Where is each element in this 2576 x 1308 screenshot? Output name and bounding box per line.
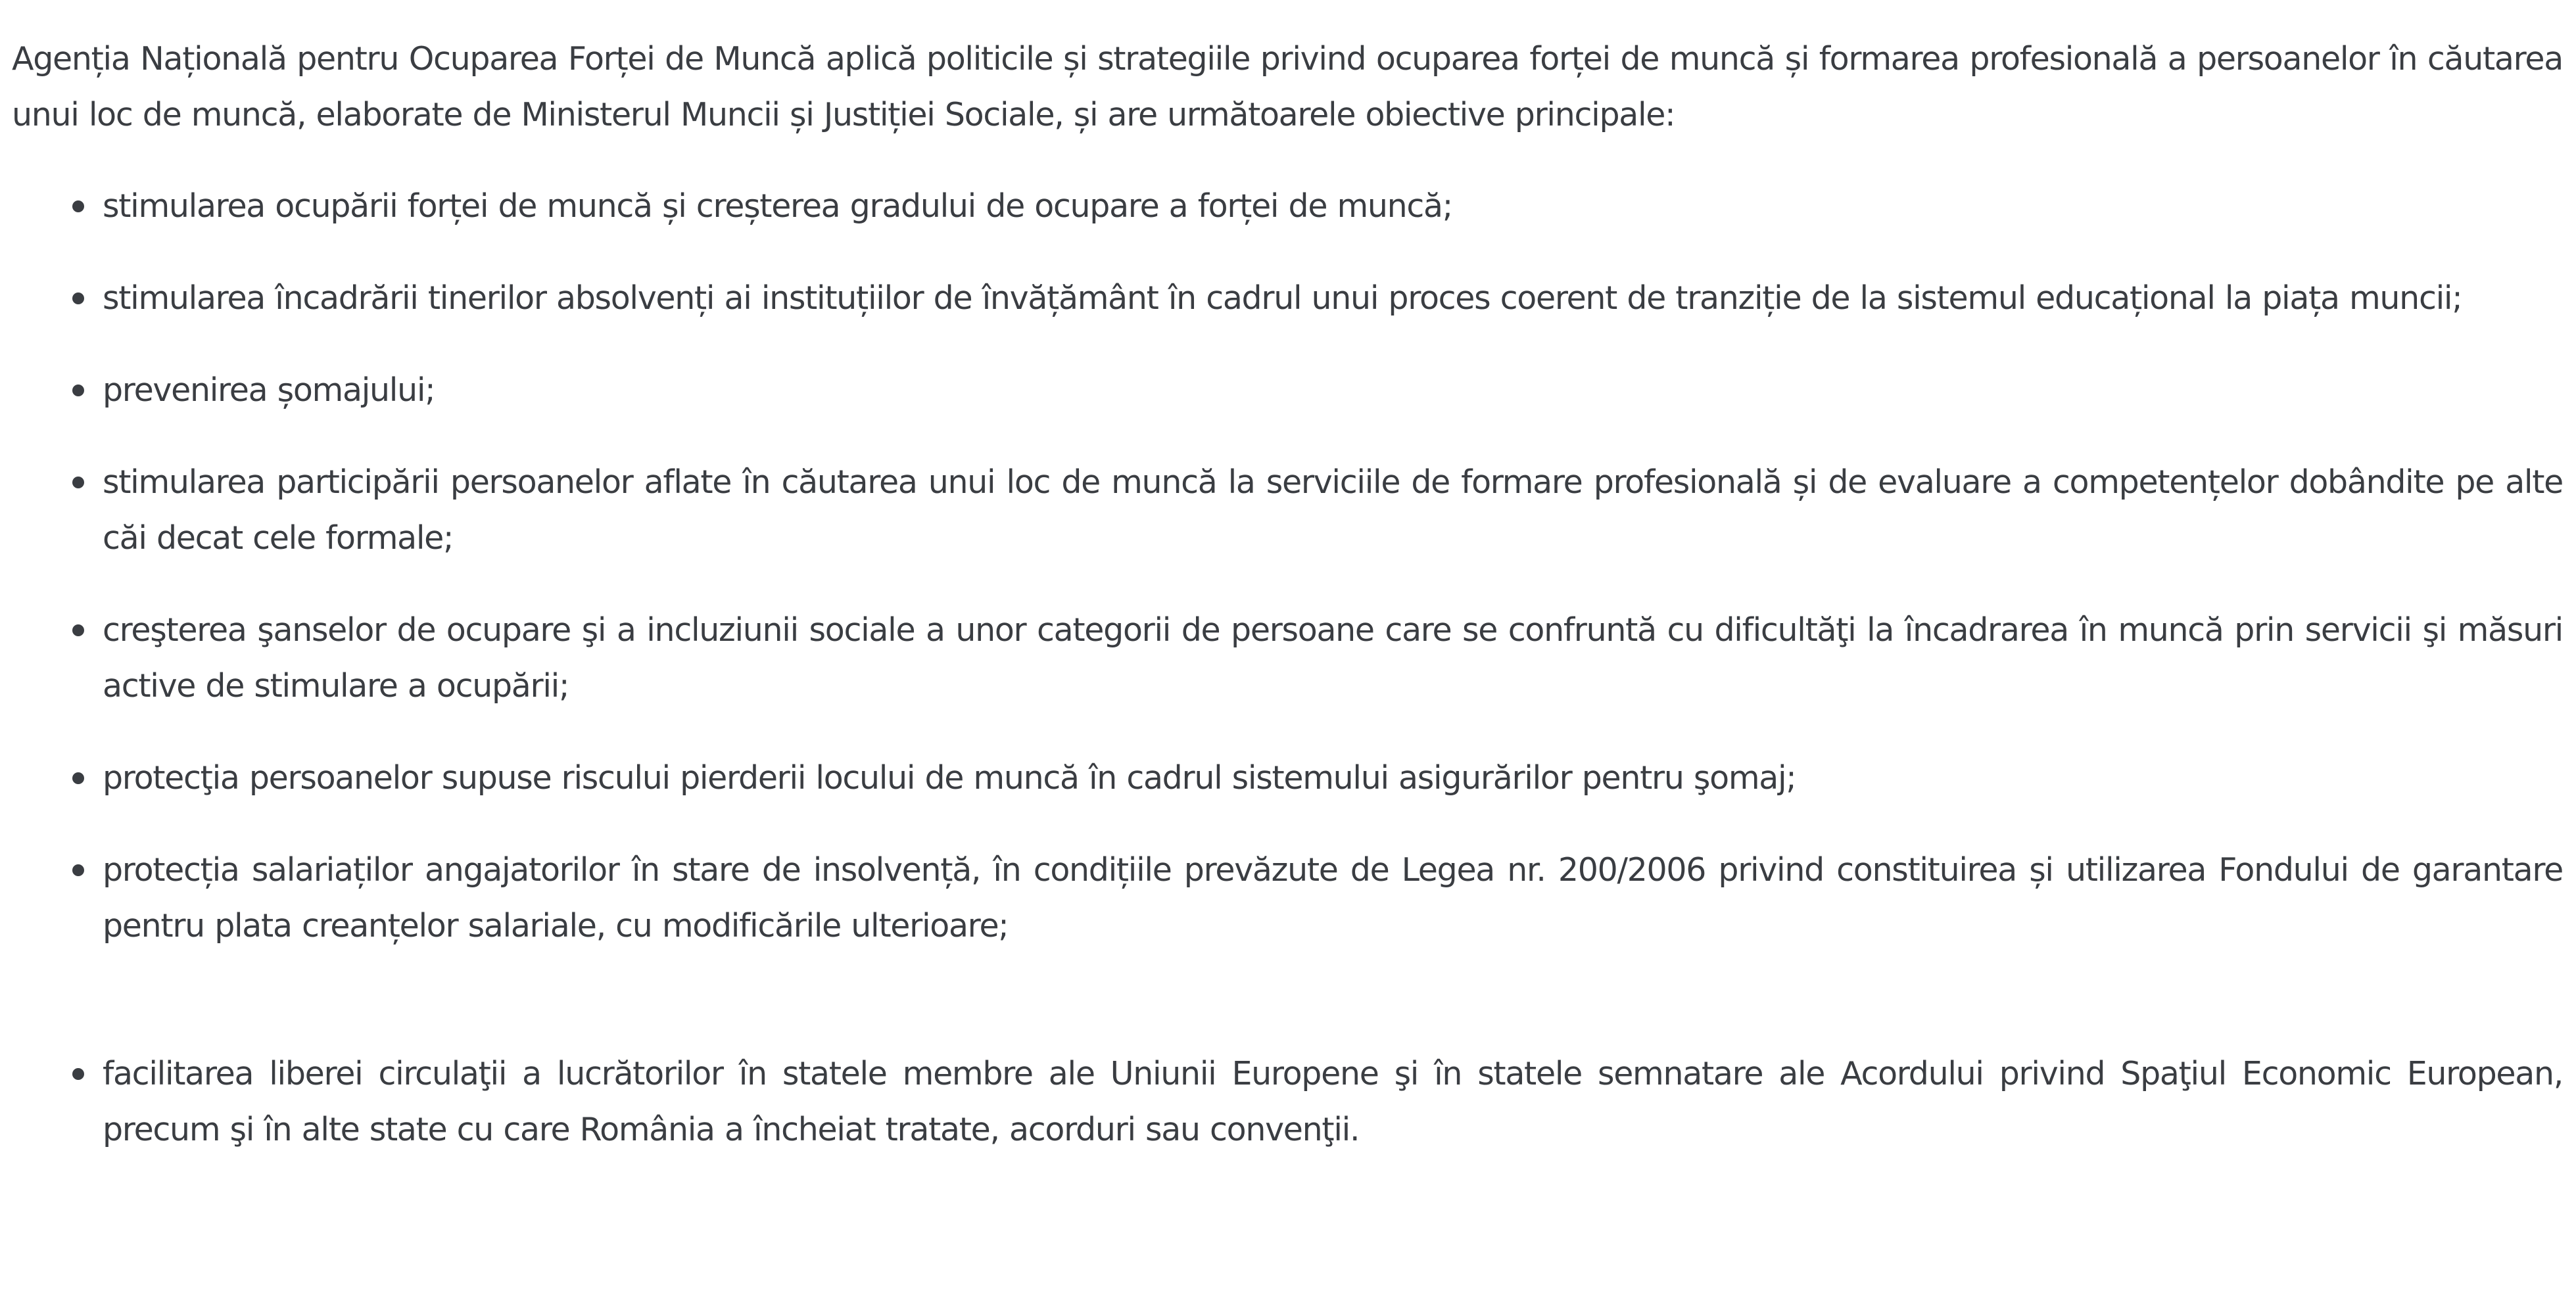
list-item-text: protecția salariaților angajatorilor în stare de insolvență, în condițiile prevăzute de Legea nr. 200/2006 privind constituirea și utilizarea Fondului de garantare pentru plata creanțelor salariale, cu modificările ulterioare; (103, 851, 2563, 945)
bullet-icon (72, 1068, 84, 1080)
list-item-text: protecţia persoanelor supuse riscului pierderii locului de muncă în cadrul sistemului asigurărilor pentru şomaj; (103, 759, 1796, 797)
list-item-text: stimularea ocupării forței de muncă și creșterea gradului de ocupare a forței de muncă; (103, 187, 1452, 225)
intro-paragraph: Agenția Națională pentru Ocuparea Forței de Muncă aplică politicile și strategiile privind ocuparea forței de muncă și formarea profesională a persoanelor în căutarea unui loc de muncă, elaborate de Ministerul Muncii și Justiției Sociale, și are următoarele obiective principale: (12, 40, 2563, 133)
list-item (12, 454, 2563, 566)
list-item-text: stimularea participării persoanelor aflate în căutarea unui loc de muncă la serviciile de formare profesională și de evaluare a competențelor dobândite pe alte căi decat cele formale; (103, 463, 2563, 557)
list-item (12, 362, 2563, 418)
list-item-text: creşterea şanselor de ocupare şi a incluziunii sociale a unor categorii de persoane care se confruntă cu dificultăţi la încadrarea în muncă prin servicii şi măsuri active de stimulare a ocupării; (103, 611, 2563, 705)
bullet-icon (72, 200, 84, 212)
list-item (12, 1046, 2563, 1157)
bullet-icon (72, 772, 84, 784)
list-item (12, 842, 2563, 954)
list-item-text: prevenirea șomajului; (103, 371, 435, 409)
list-item (12, 750, 2563, 806)
bullet-icon (72, 864, 84, 876)
bullet-icon (72, 477, 84, 488)
list-item-text: facilitarea liberei circulaţii a lucrătorilor în statele membre ale Uniunii Europene şi în statele semnatare ale Acordului privind Spaţiul Economic European, precum şi în alte state cu care România a încheiat tratate, acorduri sau convenţii. (103, 1055, 2563, 1148)
bullet-icon (72, 624, 84, 636)
list-item (12, 270, 2563, 326)
bullet-icon (72, 385, 84, 396)
list-item-text: stimularea încadrării tinerilor absolvenți ai instituțiilor de învățământ în cadrul unui proces coerent de tranziție de la sistemul educațional la piața muncii; (103, 279, 2462, 317)
bullet-icon (72, 292, 84, 304)
objectives-list (12, 178, 2563, 1157)
list-item (12, 178, 2563, 234)
content-section (12, 31, 2563, 1157)
list-item (12, 602, 2563, 714)
